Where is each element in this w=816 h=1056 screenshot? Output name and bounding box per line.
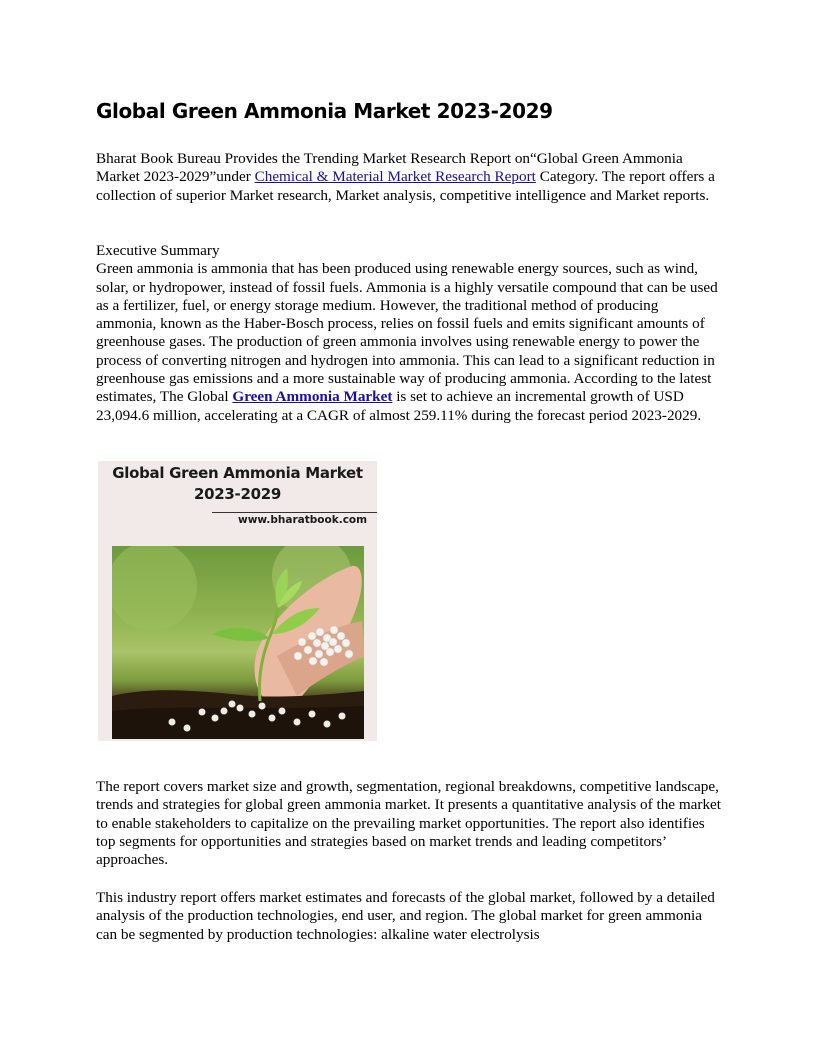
executive-summary-paragraph	[96, 242, 721, 425]
figure-divider	[212, 512, 377, 513]
industry-report-paragraph: This industry report offers market estimates and forecasts of the global market, followed by a detailed analysis of the production technologies, end user, and region. The global market for green ammonia can be segmented by production technologies: alkaline water electrolysis	[96, 889, 715, 943]
report-coverage-paragraph: The report covers market size and growth, segmentation, regional breakdowns, competitive landscape, trends and strategies for global green ammonia market. It presents a quantitative analysis of the market to enable stakeholders to capitalize on the prevailing market opportunities. The report also identifies top segments for opportunities and strategies based on market trends and leading competitors’ approaches.	[96, 778, 722, 869]
category-link[interactable]: Chemical & Material Market Research Report	[254, 168, 536, 186]
figure-title-line2: 2023-2029	[193, 485, 282, 503]
intro-text-before: Bharat Book Bureau Provides the Trending Market Research Report on“Global Green Ammonia Market 2023-2029”under	[96, 150, 683, 186]
page-title: Global Green Ammonia Market 2023-2029	[96, 99, 553, 123]
executive-summary-text-before: Green ammonia is ammonia that has been produced using renewable energy sources, such as wind, solar, or hydropower, instead of fossil fuels. Ammonia is a highly versatile compound that can be used as a fertilizer, fuel, or energy storage medium. However, the traditional method of producing ammonia, known as the Haber-Bosch process, relies on fossil fuels and emits significant amounts of greenhouse gases. The production of green ammonia involves using renewable energy to power the process of converting nitrogen and hydrogen into ammonia. This can lead to a significant reduction in greenhouse gas emissions and a more sustainable way of producing ammonia. According to the latest estimates, The Global	[96, 260, 718, 406]
green-ammonia-market-link[interactable]: Green Ammonia Market	[232, 388, 393, 406]
intro-paragraph	[96, 150, 721, 205]
figure-title	[98, 463, 377, 505]
intro-text-after: Category. The report offers a collection of superior Market research, Market analysis, competitive intelligence and Market reports.	[96, 168, 715, 204]
figure-url: www.bharatbook.com	[238, 514, 368, 526]
figure-title-line1: Global Green Ammonia Market	[112, 464, 363, 482]
executive-summary-text-after: is set to achieve an incremental growth of USD 23,094.6 million, accelerating at a CAGR of almost 259.11% during the forecast period 2023-2029.	[96, 388, 702, 424]
report-cover-image	[98, 461, 377, 741]
seedling-fertilizer-photo	[112, 546, 364, 739]
executive-summary-heading: Executive Summary	[96, 242, 220, 259]
seedling-illustration	[112, 546, 364, 739]
